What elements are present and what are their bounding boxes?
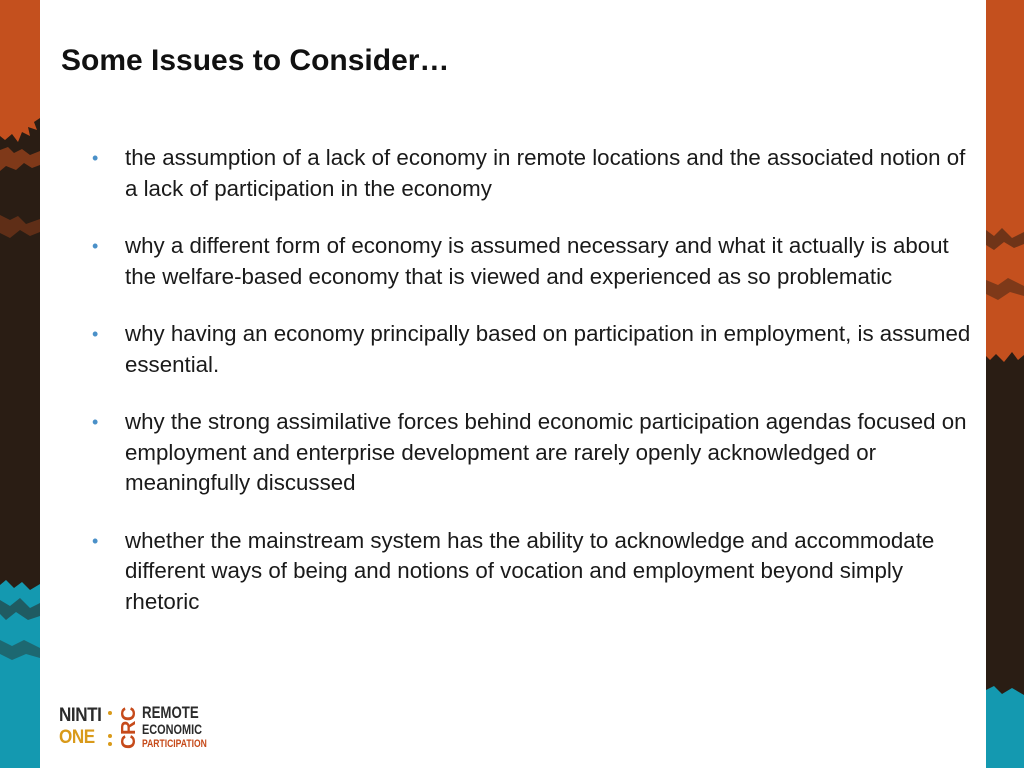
bullet-marker: • [92, 236, 99, 256]
bullet-text: whether the mainstream system has the ability to acknowledge and accommodate different ways of being and notions of vocation and employment beyond simply rhetoric [125, 527, 935, 614]
logo-ninti: NINTI [59, 705, 102, 726]
left-strip-art [0, 0, 40, 768]
bullet-item [92, 319, 972, 380]
logo-remote: REMOTE [142, 703, 199, 722]
bullet-item [92, 143, 972, 204]
bullet-item [92, 407, 972, 499]
bullet-marker: • [92, 324, 99, 344]
logo-crc: CRC [118, 707, 140, 749]
right-strip-art [986, 0, 1024, 768]
left-decorative-strip [0, 0, 40, 768]
logo-dot-icon [108, 742, 112, 746]
bullet-item [92, 231, 972, 292]
ninti-one-crc-logo [59, 703, 207, 753]
logo-one: ONE [59, 727, 95, 748]
logo-economic: ECONOMIC [142, 721, 203, 737]
bullet-list [92, 143, 972, 644]
bullet-text: why the strong assimilative forces behind economic participation agendas focused on employment and enterprise development are rarely openly acknowledged or meaningfully discussed [125, 409, 967, 495]
slide-title: Some Issues to Consider… [61, 44, 450, 77]
logo-participation: PARTICIPATION [142, 738, 207, 750]
right-decorative-strip [986, 0, 1024, 768]
bullet-text: the assumption of a lack of economy in remote locations and the associated notion of a lack of participation in the economy [125, 145, 966, 201]
bullet-item [92, 526, 972, 618]
bullet-marker: • [92, 148, 99, 168]
logo-dot-icon [108, 711, 112, 715]
bullet-marker: • [92, 412, 99, 432]
logo-dot-icon [108, 734, 112, 738]
bullet-marker: • [92, 530, 99, 551]
bullet-text: why having an economy principally based on participation in employment, is assumed essential. [125, 321, 971, 377]
bullet-text: why a different form of economy is assumed necessary and what it actually is about the welfare-based economy that is viewed and experienced as so problematic [125, 233, 949, 289]
